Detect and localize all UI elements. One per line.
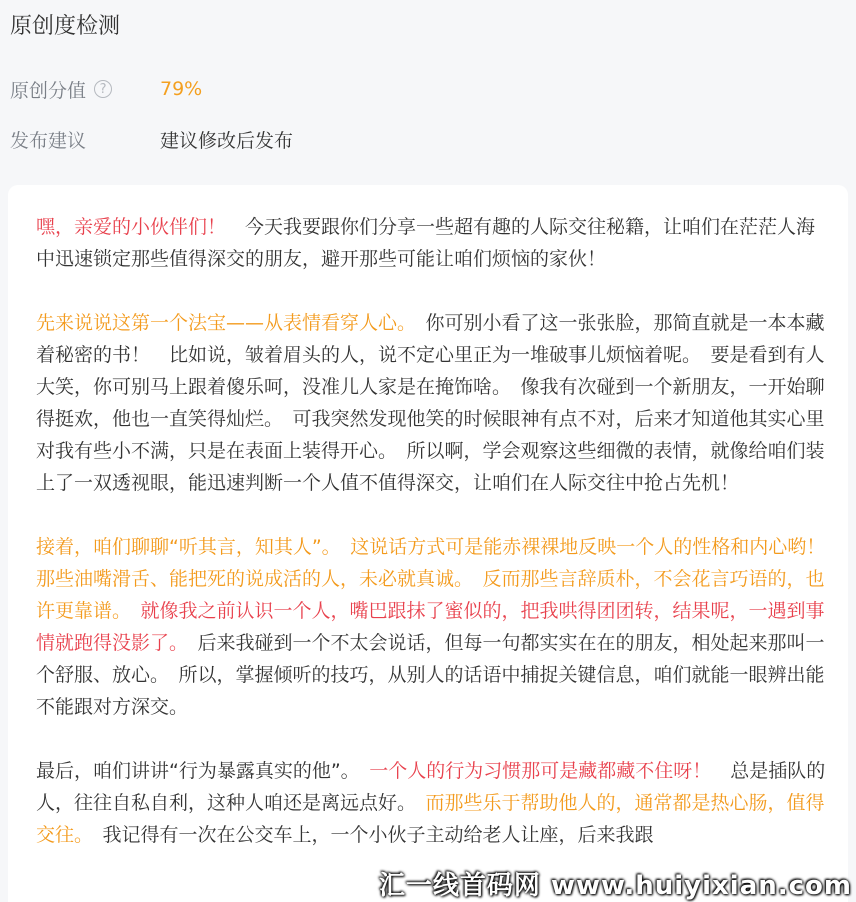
text-segment: 就像我之前认识一个人，嘴巴跟抹了蜜似的，把我哄得团团转，结果呢，一遇到事情就跑得没影了。: [36, 600, 825, 654]
text-segment: 而那些乐于帮助他人的，通常都是热心肠，值得交往。: [36, 792, 825, 846]
score-label: 原创分值: [10, 79, 87, 102]
advice-label: 发布建议: [10, 129, 87, 152]
score-value: 79%: [160, 78, 203, 100]
score-label-wrap: [10, 76, 160, 103]
paragraph: [36, 755, 830, 851]
text-segment: 先来说说这第一个法宝——从表情看穿人心。: [36, 312, 407, 334]
text-segment: 你可别小看了这一张张脸，那简直就是一本本藏着秘密的书！ 比如说，皱着眉头的人，说不定心里正为一堆破事儿烦恼着呢。 要是看到有人大笑，你可别马上跟着傻乐呵，没准儿人家是在掩饰啥。 像我有次碰到一个新朋友，一开始聊得挺欢，他也一直笑得灿烂。 可我突然发现他笑的时候眼神有点不对，后来才知道他其实心里对我有些小不满，只是在表面上装得开心。 所以啊，学会观察这些细微的表情，就像给咱们装上了一双透视眼，能迅速判断一个人值不值得深交，让咱们在人际交往中抢占先机！: [36, 312, 825, 494]
watermark-text: 汇一线首码网 www.huiyixian.com: [378, 871, 852, 901]
question-circle-icon[interactable]: ?: [94, 80, 112, 98]
paragraph: [36, 531, 845, 723]
text-segment: 接着，咱们聊聊“听其言，知其人”。 这说话方式可是能赤裸裸地反映一个人的性格和内心哟！ 那些油嘴滑舌、能把死的说成活的人，未必就真诚。 反而那些言辞质朴，不会花言巧语的，也许更靠谱。: [36, 536, 845, 622]
article-body: [36, 211, 845, 883]
text-segment: 一个人的行为习惯那可是藏都藏不住呀！: [350, 760, 712, 782]
paragraph: [36, 211, 830, 275]
advice-label-wrap: [10, 126, 160, 153]
score-row: [10, 74, 202, 104]
advice-row: [10, 124, 293, 154]
text-segment: 后来我碰到一个不太会说话，但每一句都实实在在的朋友，相处起来那叫一个舒服、放心。 所以，掌握倾听的技巧，从别人的话语中捕捉关键信息，咱们就能一眼辨出能不能跟对方深交。: [36, 632, 825, 718]
text-segment: 总是插队的人，往往自私自利，这种人咱还是离远点好。: [36, 760, 826, 814]
text-segment: 我记得有一次在公交车上，一个小伙子主动给老人让座，后来我跟: [83, 824, 654, 846]
content-card: [8, 185, 848, 902]
advice-value: 建议修改后发布: [160, 129, 294, 152]
page-title: 原创度检测: [10, 14, 121, 39]
paragraph: [36, 307, 830, 499]
text-segment: 今天我要跟你们分享一些超有趣的人际交往秘籍，让咱们在茫茫人海中迅速锁定那些值得深交的朋友，避开那些可能让咱们烦恼的家伙！: [36, 216, 816, 270]
text-segment: 嘿，亲爱的小伙伴们！: [36, 216, 227, 238]
text-segment: 最后，咱们讲讲“行为暴露真实的他”。: [36, 760, 351, 782]
